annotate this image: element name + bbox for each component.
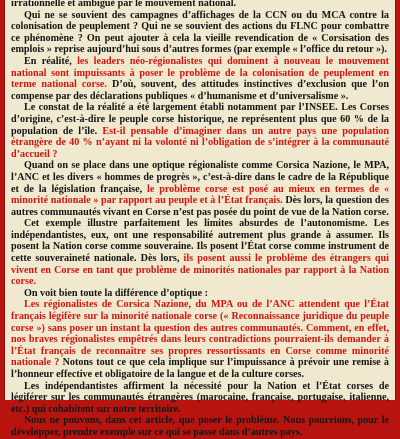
article-paragraph (11, 0, 389, 10)
body-text: Le constat de la réalité a été largement établi notamment par l’INSEE. Les Corses d’origine, c’est-à-dire le peuple corse historique, ne représentent plus que 60 % de la population de l’île. (11, 102, 389, 137)
body-text: On voit bien toute la différence d’optique : (24, 287, 209, 299)
article-paragraph (11, 56, 389, 102)
body-text: Les indépendantistes affirment la nécessité pour la Nation et l’État corses de légiférer sur les communautés étrangères (marocaine, française, portugaise, italienne, etc.) qui cohabitent sur notre territoire. (11, 380, 389, 415)
body-text: irrationnelle et ambiguë par le mouvement national. (11, 0, 237, 9)
body-text: Cet exemple illustre parfaitement les limites absurdes de l’autonomisme. Les indépendantistes, eux, ont une responsabilité autrement plus grande à assumer. Ils posent la Nation corse comme souveraine. Ils posent l’État corse comme instrument de cette souveraineté nationale. Dès lors, (11, 218, 389, 265)
article-paragraph (11, 160, 389, 218)
highlighted-text: Les régionalistes de Corsica Nazione, du MPA ou de l’ANC attendent que l’État français légifère sur la minorité nationale corse (« Reconnaissance juridique du peuple corse ») sans poser un instant la question des autres communautés. Comment, en effet, nos braves régionalistes empêtrés dans leurs contradictions pourraient-ils demander à l’État français de reconnaître ses propres ressortissants en Corse comme minorité nationale ? (11, 299, 389, 369)
body-text: Notons tout ce que cela implique sur l’impuissance à prévoir une remise à l’honneur effective et obligatoire de la langue et de la culture corses. (11, 357, 389, 380)
article-paragraph (11, 10, 389, 56)
body-text: En réalité, (24, 55, 78, 67)
article-paragraph (11, 381, 389, 416)
highlighted-text: les leaders néo-régionalistes qui dominent à nouveau le mouvement national sont impuissants à poser le problème de la colonisation de peuplement en terme national corse. (11, 55, 389, 91)
body-text: Qui ne se souvient des campagnes d’affichages de la CCN ou du MCA contre la colonisation de peuplement ? Qui ne se souvient des actions du FLNC pour combattre ce phénomène ? On peut ajouter à cela la vieille revendication de « Corsisation des emplois » reprise aujourd’hui sous d’autres formes (par exemple « l’office du retour »). (11, 9, 389, 56)
body-text: D’où, souvent, des attitudes instinctives d’exclusion que l’on compense par des déclarations publiques « d’humanisme et d’universalisme ». (11, 79, 389, 102)
article-paragraph (11, 415, 389, 438)
article-sheet (4, 0, 396, 438)
article-paragraph (11, 288, 389, 300)
article-paragraph (11, 102, 389, 160)
body-text: Dès lors, la question des autres communautés vivant en Corse n’est pas posée du point de vue de la Nation corse. (11, 195, 389, 218)
article-paragraph (11, 218, 389, 288)
article-body (11, 0, 389, 439)
highlighted-text: Est-il pensable d’imaginer dans un autre pays une population étrangère de 40 % n’ayant ni la volonté ni l’obligation de s’intégrer à la communauté d’accueil ? (11, 125, 389, 160)
body-text: Nous ne pouvons, dans cet article, que poser le problème. Nous pourrions, pour le développer, prendre exemple sur ce qui se passe dans d’autres pays. (11, 415, 389, 438)
highlighted-text: ils posent aussi le problème des étrangers qui vivent en Corse en tant que problème de minorités nationales par rapport à la Nation corse. (11, 253, 389, 288)
body-text: Quand on se place dans une optique régionaliste comme Corsica Nazione, le MPA, l’ANC et les divers « hommes de progrès », c’est-à-dire dans le cadre de la République et de la législation française, (11, 160, 389, 195)
highlighted-text: le problème corse est posé au mieux en termes de « minorité nationale » par rapport au peuple et à l’État français. (11, 183, 390, 207)
article-paragraph (11, 299, 389, 380)
